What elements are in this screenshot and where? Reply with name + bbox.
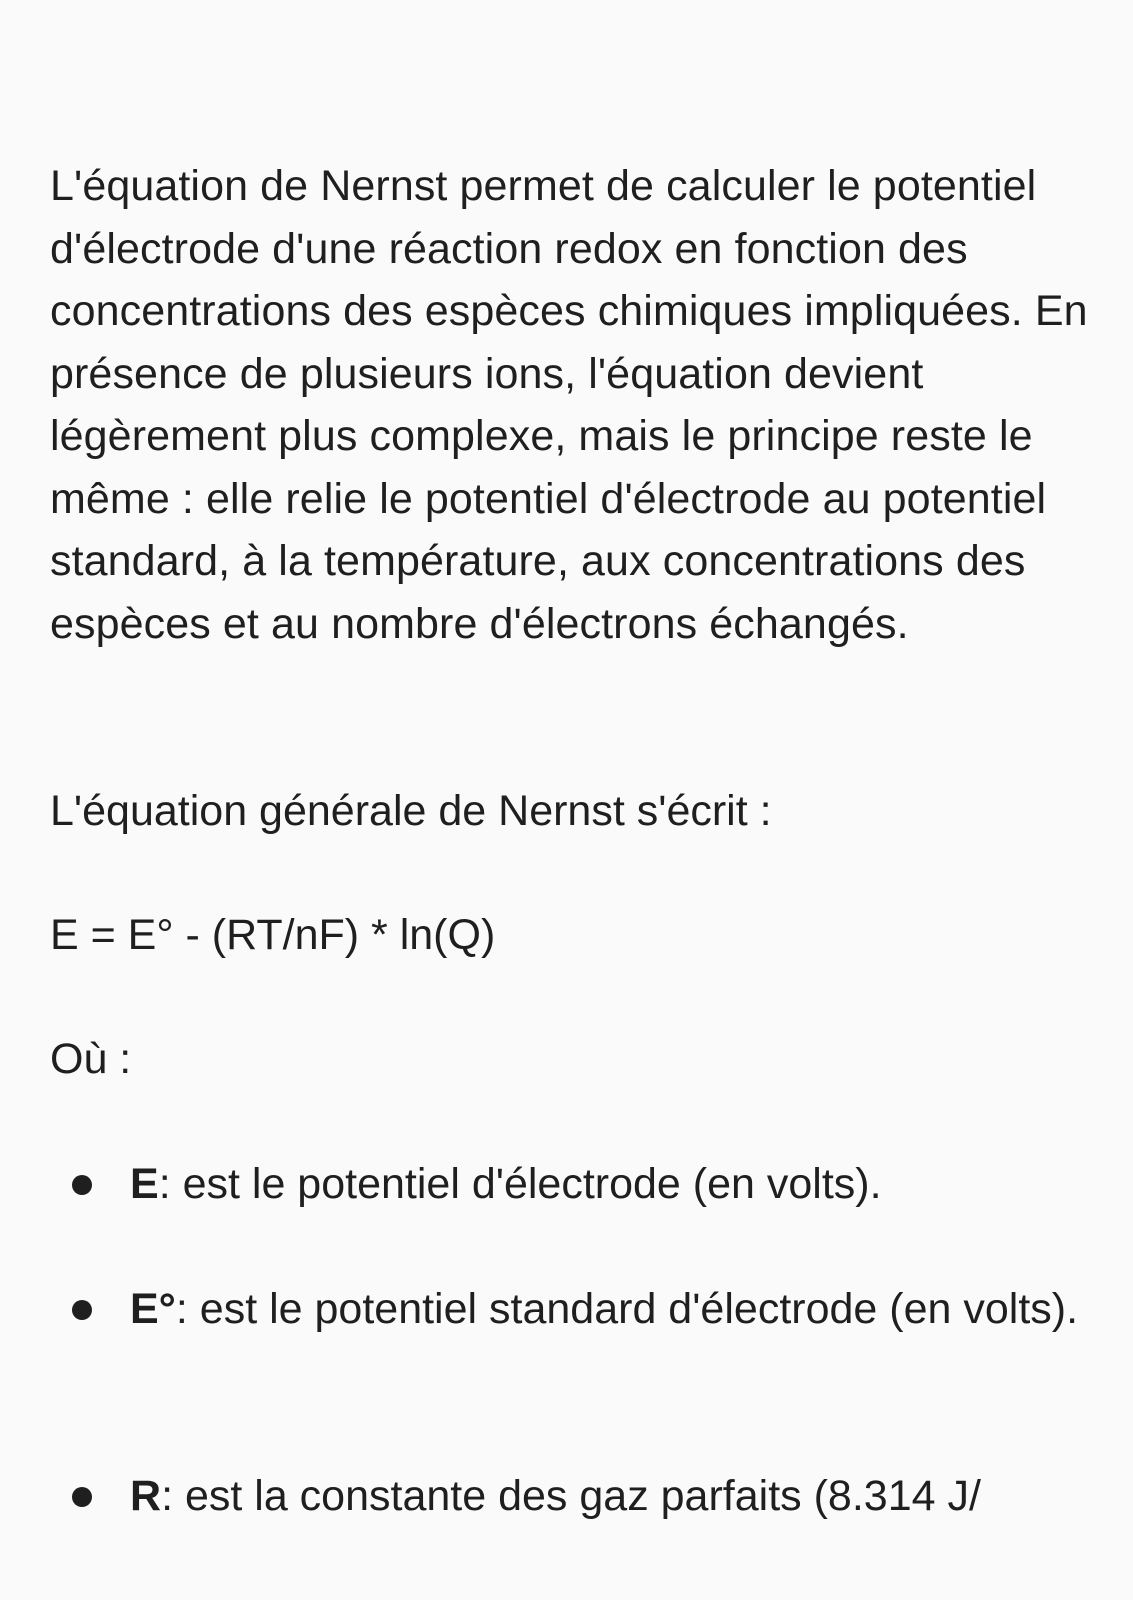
- list-item: [130, 1153, 1090, 1215]
- bullet-icon: [72, 1300, 92, 1320]
- where-label: Où :: [50, 1035, 132, 1083]
- list-item: [130, 1465, 1090, 1527]
- definition-text: : est le potentiel d'électrode (en volts).: [158, 1160, 882, 1208]
- explanation-paragraph: L'équation de Nernst permet de calculer le potentiel d'électrode d'une réaction redox en fonction des concentrations des espèces chimiques impliquées. En présence de plusieurs ions, l'équation devient légèrement plus complexe, mais le principe reste le même : elle relie le potentiel d'électrode au potentiel standard, à la température, aux concentrations des espèces et au nombre d'électrons échangés.: [50, 162, 1088, 648]
- definition-symbol: R: [130, 1472, 162, 1520]
- definition-text: : est le potentiel standard d'électrode (en volts).: [175, 1285, 1079, 1333]
- definition-symbol: E: [130, 1160, 159, 1208]
- definition-symbol: E°: [130, 1285, 176, 1333]
- list-item: [130, 1278, 1090, 1340]
- nernst-formula: E = E° - (RT/nF) * ln(Q): [50, 911, 496, 959]
- definition-text: : est la constante des gaz parfaits (8.314 J/: [161, 1472, 981, 1520]
- bullet-icon: [72, 1175, 92, 1195]
- equation-intro: L'équation générale de Nernst s'écrit :: [50, 787, 772, 835]
- bullet-icon: [72, 1487, 92, 1507]
